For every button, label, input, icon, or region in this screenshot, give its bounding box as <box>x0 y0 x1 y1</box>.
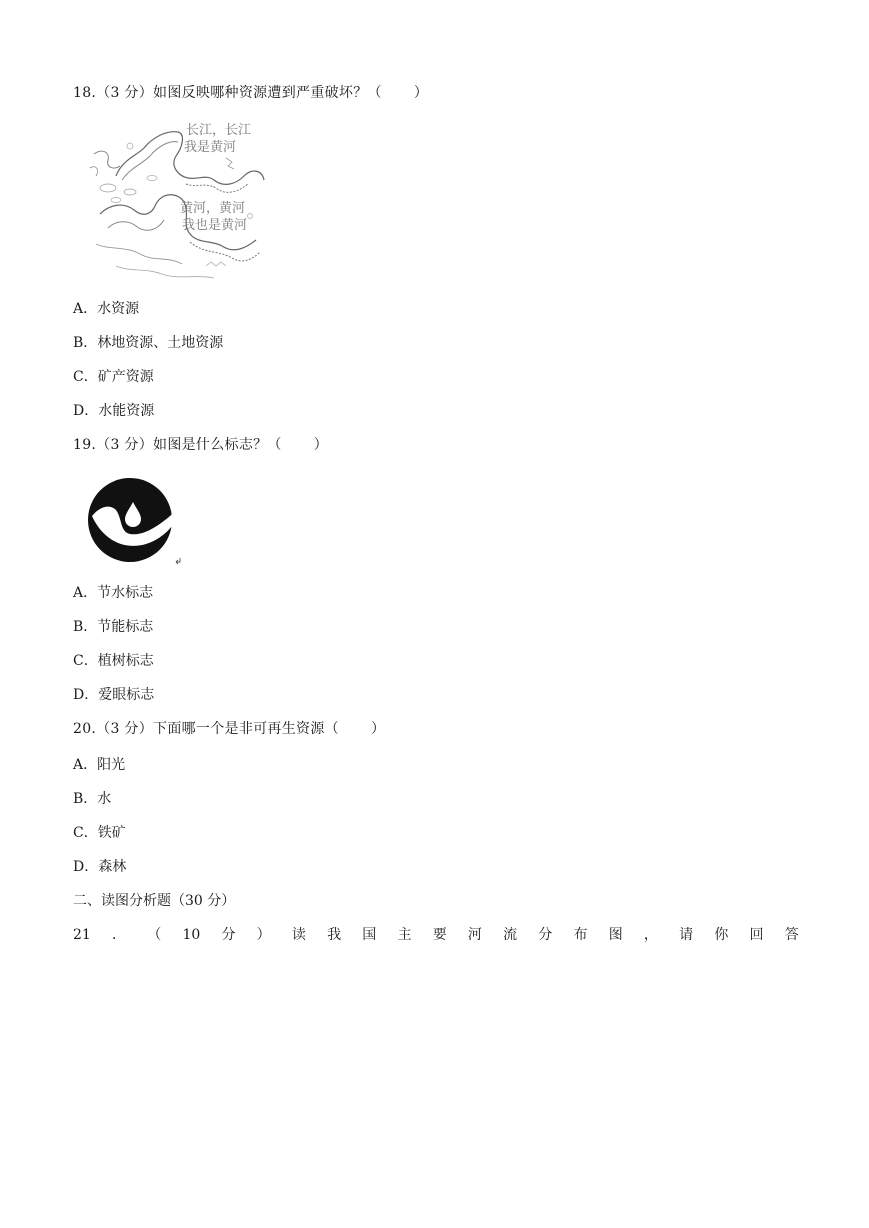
q18-number: 18. <box>73 85 97 101</box>
water-saving-logo-figure <box>86 476 192 572</box>
q20-option-c: C．铁矿 <box>73 825 126 841</box>
yellow-river-cartoon-figure <box>86 118 272 284</box>
q20-stem <box>73 720 385 738</box>
q18-option-a: A．水资源 <box>73 301 140 317</box>
q20-close: ） <box>370 721 386 737</box>
q19-number: 19. <box>73 437 97 453</box>
q19-score: （3 分） <box>96 437 154 453</box>
q18-close: ） <box>413 85 429 101</box>
fig18-yangtze-line2: 我是黄河 <box>184 140 237 155</box>
q20-option-b: B．水 <box>73 791 112 807</box>
fig18-yangtze-line1: 长江，长江 <box>186 123 252 138</box>
q19-option-d: D．爱眼标志 <box>73 687 155 703</box>
q20-option-a: A．阳光 <box>73 757 126 773</box>
q18-text: 如图反映哪种资源遭到严重破坏？（ <box>153 85 382 101</box>
q21-stem: 21 ． （ 10 分 ） 读 我 国 主 要 河 流 分 布 图 ， 请 你 回 答 <box>73 927 799 943</box>
q18-option-c: C．矿产资源 <box>73 369 154 385</box>
q20-score: （3 分） <box>96 721 154 737</box>
q19-close: ） <box>313 437 329 453</box>
q18-option-d: D．水能资源 <box>73 403 155 419</box>
q18-stem <box>73 84 428 102</box>
q18-score: （3 分） <box>96 85 154 101</box>
q19-text: 如图是什么标志？（ <box>153 437 282 453</box>
q19-option-c: C．植树标志 <box>73 653 154 669</box>
q20-option-d: D．森林 <box>73 859 127 875</box>
q20-number: 20. <box>73 721 97 737</box>
q20-text: 下面哪一个是非可再生资源（ <box>153 721 339 737</box>
fig18-yellow-line2: 我也是黄河 <box>182 218 248 233</box>
q18-option-b: B．林地资源、土地资源 <box>73 335 224 351</box>
q19-option-a: A．节水标志 <box>73 585 154 601</box>
section-heading: 二、读图分析题（30 分） <box>73 893 236 909</box>
q19-stem <box>73 436 328 454</box>
fig18-yellow-line1: 黄河，黄河 <box>180 201 246 216</box>
q19-option-b: B．节能标志 <box>73 619 154 635</box>
